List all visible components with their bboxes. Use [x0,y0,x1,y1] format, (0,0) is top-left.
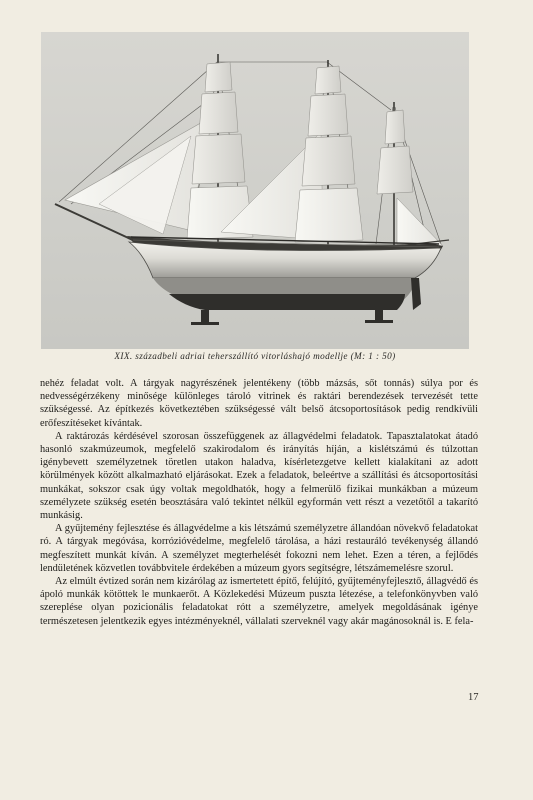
article-body [40,377,478,628]
paragraph: Az elmúlt évtized során nem kizárólag az ismertetett építő, felújító, gyűjteményfejlesztő, állagvédő és ápoló munkák kötöttek le munkaerőt. A Közlekedési Múzeum puszta létezése, a telefonkönyvben való szereplése olyan pozicionális feladatokat rótt a személyzetre, amelyek megoldásának igénye természetesen jelentkezik egyes intézményeknél, vállalati szerveknél vagy akár magánosoknál is. E fela- [40,576,478,627]
paragraph: A raktározás kérdésével szorosan összefüggenek az állagvédelmi feladatok. Tapasztalatokat átadó hasonló szakmúzeumok, megfelelő szakirodalom és irányítás híján, a kislétszámú és túlzottan igénybevett személyzetnek töretlen utakon haladva, kísérletezgetve kellett kialakítani az adott körülmények között alkalmazható eljárásokat. Ezek a feladatok, beleértve a szállítási és átcsoportosítási munkákat, sokszor csak úgy voltak megoldhatók, hogy a felmerülő fizikai munkákban a múzeum személyzete szükség esetén beosztására való tekintet nélkül egyformán vett részt a vezetőtől a takarító munkásig. [40,430,478,522]
figure-caption: XIX. századbeli adriai teherszállító vitorláshajó modellje (M: 1 : 50) [114,351,396,361]
sailing-ship-model-icon [41,32,469,349]
page-number: 17 [468,692,479,703]
paragraph: A gyűjtemény fejlesztése és állagvédelme a kis létszámú személyzetre állandóan növekvő feladatokat ró. A tárgyak megóvása, korrózióvédelme, megfelelő tárolása, a házi restauráló tevékenység állandó megfeszített munkát kíván. A személyzet megterhelését fokozni nem lehet. Ezen a téren, a fejlődés lendületének közvetlen továbbvitele érdekében a múzeum gyors segítségre, létszámemelésre szorul. [40,523,478,574]
paragraph: nehéz feladat volt. A tárgyak nagyrészének jelentékeny (több mázsás, sőt tonnás) súlya por és nedvességérzékeny minősége különleges tároló vitrinek és raktári berendezések tervezését tette szükségessé. Az építkezés következtében szükségessé vált belső átcsoportosítások pedig rendkívüli erőfeszítéseket kívántak. [40,378,478,429]
ship-model-photo [41,32,469,349]
